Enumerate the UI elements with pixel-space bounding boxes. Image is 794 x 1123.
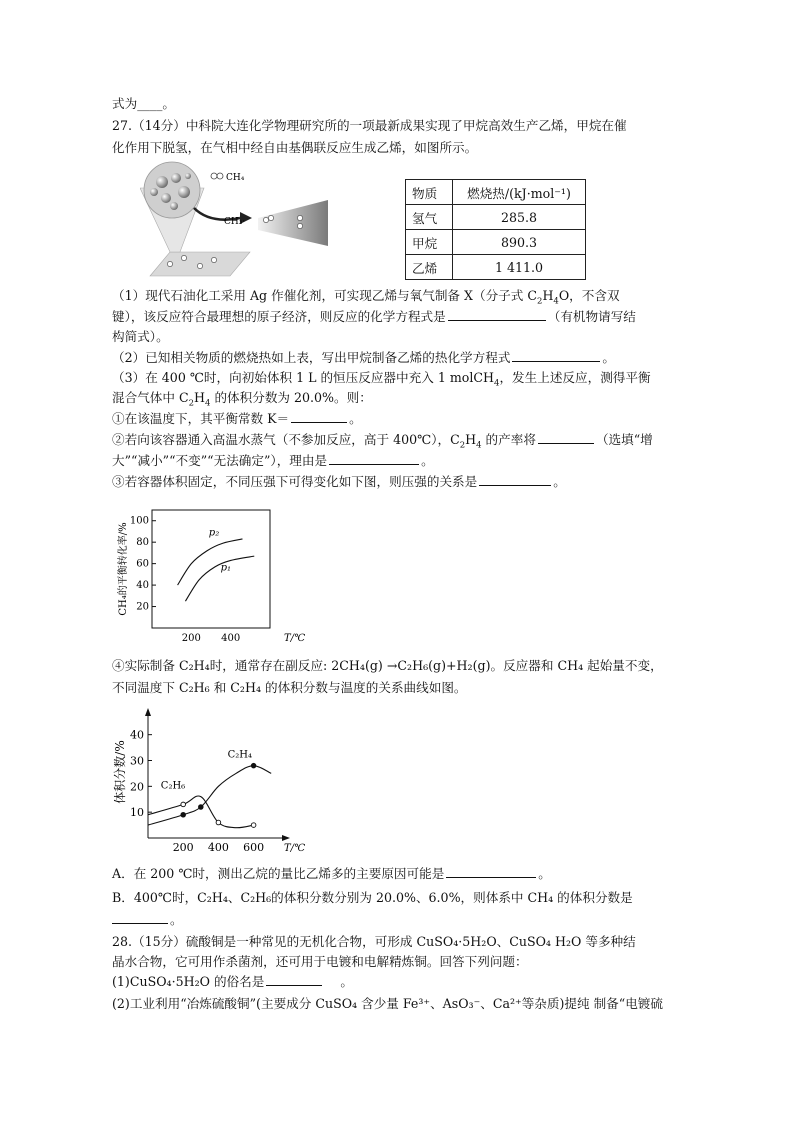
- answer-blank-equation[interactable]: [448, 309, 546, 321]
- subb-line2: [112, 912, 183, 928]
- x-axis-label: T/℃: [284, 843, 306, 854]
- catalyst-illustration: [140, 160, 340, 280]
- sub4-line2: [112, 680, 467, 696]
- part1-text-d: （有机物请写结: [547, 309, 636, 324]
- x-tick-label: 400: [207, 841, 229, 854]
- series-line-c2h6: [148, 796, 254, 828]
- part2-line: [112, 350, 615, 366]
- q28-text-c-end: 。: [340, 974, 353, 989]
- sub3-text: ③若容器体积固定，不同压强下可得变化如下图，则压强的关系是: [112, 474, 478, 489]
- sub2-text-c: （选填“增: [595, 432, 653, 447]
- subb-line1: [112, 890, 633, 906]
- y-tick-label: 60: [136, 558, 149, 570]
- sub3-end: 。: [553, 474, 566, 489]
- q28-text-d: (2)工业利用“冶炼硫酸铜”(主要成分 CuSO₄ 含少量 Fe³⁺、AsO₃⁻、Ca²⁺等杂质)提纯 制备“电镀硫: [112, 996, 663, 1011]
- y-tick-label: 20: [130, 780, 144, 794]
- answer-blank-yield[interactable]: [538, 432, 594, 444]
- y-axis-arrow: [145, 708, 151, 716]
- label-ch3: CH₃·: [224, 217, 246, 227]
- table-header-row: [406, 180, 586, 205]
- y-tick-label: 80: [136, 537, 149, 549]
- part1-text-b: O，不含双: [558, 288, 620, 303]
- volume-fraction-chart: [110, 706, 310, 856]
- q27-stem-line1: [112, 118, 627, 134]
- data-point: [251, 823, 256, 828]
- prev-question-text: 式为____。: [112, 96, 175, 111]
- table-cell-value: 1 411.0: [453, 255, 586, 280]
- series-label: p₂: [208, 527, 220, 539]
- answer-blank-ch4[interactable]: [112, 912, 168, 924]
- subscript: 4: [553, 296, 559, 307]
- y-tick-label: 20: [136, 601, 149, 613]
- subscript: 4: [476, 440, 482, 451]
- subscript: 4: [494, 378, 500, 389]
- y-axis-label: CH₄的平衡转化率/%: [118, 522, 129, 616]
- sub4-text-a: ④实际制备 C₂H₄时，通常存在副反应: 2CH₄(g) →C₂H₆(g)+H₂(g)。反应器和 CH₄ 起始量不变，: [112, 658, 663, 673]
- part1-text-a: （1）现代石油化工采用 Ag 作催化剂，可实现乙烯与氧气制备 X（分子式 C: [112, 288, 538, 303]
- radical-beam: [258, 200, 328, 246]
- table-header-cell: 物质: [406, 180, 453, 205]
- table-cell-substance: 甲烷: [406, 230, 453, 255]
- series-line-c2h4: [148, 766, 271, 825]
- sub2-text-b: 的产率将: [481, 432, 536, 447]
- y-axis-label: 体积分数/%: [113, 740, 127, 804]
- formula-letter: H: [542, 288, 554, 303]
- q28-line1: [112, 934, 636, 950]
- x-axis-arrow: [282, 835, 290, 841]
- series-line-p2: [178, 539, 243, 585]
- label-ch4: CH₄: [226, 173, 245, 183]
- suba-end: 。: [538, 866, 551, 881]
- sub4-line1: [112, 658, 663, 674]
- sub2-text-d: 大”“减小”“不变”“无法确定”），理由是: [112, 453, 328, 468]
- answer-blank-reason[interactable]: [329, 453, 419, 465]
- part3-text-c: 混合气体中 C: [112, 390, 189, 405]
- sub3-line: [112, 474, 566, 490]
- part3-text-d: 的体积分数为 20.0%。则：: [210, 390, 372, 405]
- part2-end: 。: [602, 350, 616, 365]
- part1-line2: [112, 309, 636, 325]
- data-point: [199, 805, 204, 810]
- series-label: C₂H₆: [160, 780, 186, 792]
- sub1-text: ①在该温度下，其平衡常数 K＝: [112, 411, 290, 426]
- part1-line3: [112, 329, 169, 345]
- table-row: [406, 205, 586, 230]
- answer-blank-common-name[interactable]: [266, 974, 322, 986]
- part1-line1: [112, 288, 620, 307]
- table-cell-substance: 氢气: [406, 205, 453, 230]
- y-tick-label: 40: [130, 728, 144, 742]
- q27-stem-line2: [112, 140, 477, 156]
- q28-text-a: 28.（15分）硫酸铜是一种常见的无机化合物，可形成 CuSO₄·5H₂O、CuSO₄ H₂O 等多种结: [112, 934, 636, 949]
- y-tick-label: 100: [129, 515, 149, 527]
- table-row: [406, 255, 586, 280]
- subscript: 2: [188, 398, 195, 409]
- table-cell-value: 890.3: [453, 230, 586, 255]
- q28-text-c: (1)CuSO₄·5H₂O 的俗名是: [112, 974, 265, 989]
- x-tick-label: 200: [181, 633, 201, 644]
- q28-line4: [112, 996, 663, 1012]
- answer-blank-pressure[interactable]: [479, 474, 551, 486]
- x-tick-label: 600: [243, 841, 265, 854]
- y-tick-label: 10: [130, 806, 144, 820]
- q28-text-b: 晶水合物，它可用作杀菌剂，还可用于电镀和电解精炼铜。回答下列问题：: [112, 954, 528, 969]
- part3-text-b: ，发生上述反应，测得平衡: [499, 370, 651, 385]
- prev-question-tail: [112, 96, 175, 112]
- formula-letter: H: [465, 432, 477, 447]
- sub2-line1: [112, 432, 653, 451]
- part3-text-a: （3）在 400 ℃时，向初始体积 1 L 的恒压反应器中充入 1 molCH: [112, 370, 495, 385]
- part3-line1: [112, 370, 651, 389]
- sub2-end: 。: [421, 453, 434, 468]
- data-point: [181, 812, 186, 817]
- subb-text: B．400℃时，C₂H₄、C₂H₆的体积分数分别为 20.0%、6.0%，则体系中 CH₄ 的体积分数是: [112, 890, 633, 905]
- part2-text: （2）已知相关物质的燃烧热如上表，写出甲烷制备乙烯的热化学方程式: [112, 350, 511, 365]
- sub2-text-a: ②若向该容器通入高温水蒸气（不参加反应，高于 400℃），C: [112, 432, 460, 447]
- series-label: p₁: [220, 562, 232, 574]
- q27-stem-text1: 27.（14分）中科院大连化学物理研究所的一项最新成果实现了甲烷高效生产乙烯，甲烷在催: [112, 118, 627, 133]
- table-header-cell: 燃烧热/(kJ·mol⁻¹): [453, 180, 586, 205]
- data-point: [251, 763, 256, 768]
- table-cell-substance: 乙烯: [406, 255, 453, 280]
- x-tick-label: 400: [221, 633, 241, 644]
- data-point: [181, 802, 186, 807]
- y-tick-label: 40: [136, 580, 149, 592]
- part1-text-c: 键），该反应符合最理想的原子经济，则反应的化学方程式是: [112, 309, 446, 324]
- x-tick-label: 200: [172, 841, 194, 854]
- sub4-text-b: 不同温度下 C₂H₆ 和 C₂H₄ 的体积分数与温度的关系曲线如图。: [112, 680, 467, 695]
- q27-stem-text2: 化作用下脱氢，在气相中经自由基偶联反应生成乙烯，如图所示。: [112, 140, 478, 155]
- subb-end: 。: [170, 912, 183, 927]
- subscript: 4: [205, 398, 211, 409]
- suba-text: A．在 200 ℃时，测出乙烷的量比乙烯多的主要原因可能是: [112, 866, 445, 881]
- combustion-heat-table: [405, 179, 586, 280]
- part1-text-e: 构简式）。: [112, 329, 169, 344]
- conversion-chart: [110, 500, 310, 650]
- answer-blank-thermo[interactable]: [512, 350, 600, 362]
- q28-line2: [112, 954, 528, 970]
- sub2-line2: [112, 453, 434, 469]
- data-point: [216, 820, 221, 825]
- sub1-end: 。: [349, 411, 362, 426]
- x-axis-label: T/℃: [284, 633, 306, 644]
- y-tick-label: 30: [130, 754, 144, 768]
- sub1-line: [112, 411, 362, 427]
- table-row: [406, 230, 586, 255]
- answer-blank-ethane[interactable]: [446, 866, 536, 878]
- series-label: C₂H₄: [227, 749, 252, 761]
- part3-line2: [112, 390, 372, 409]
- table-cell-value: 285.8: [453, 205, 586, 230]
- subscript: 2: [459, 440, 466, 451]
- suba-line: [112, 866, 551, 882]
- answer-blank-k[interactable]: [291, 411, 347, 423]
- q28-line3: [112, 974, 353, 990]
- formula-letter: H: [194, 390, 206, 405]
- subscript: 2: [537, 296, 543, 307]
